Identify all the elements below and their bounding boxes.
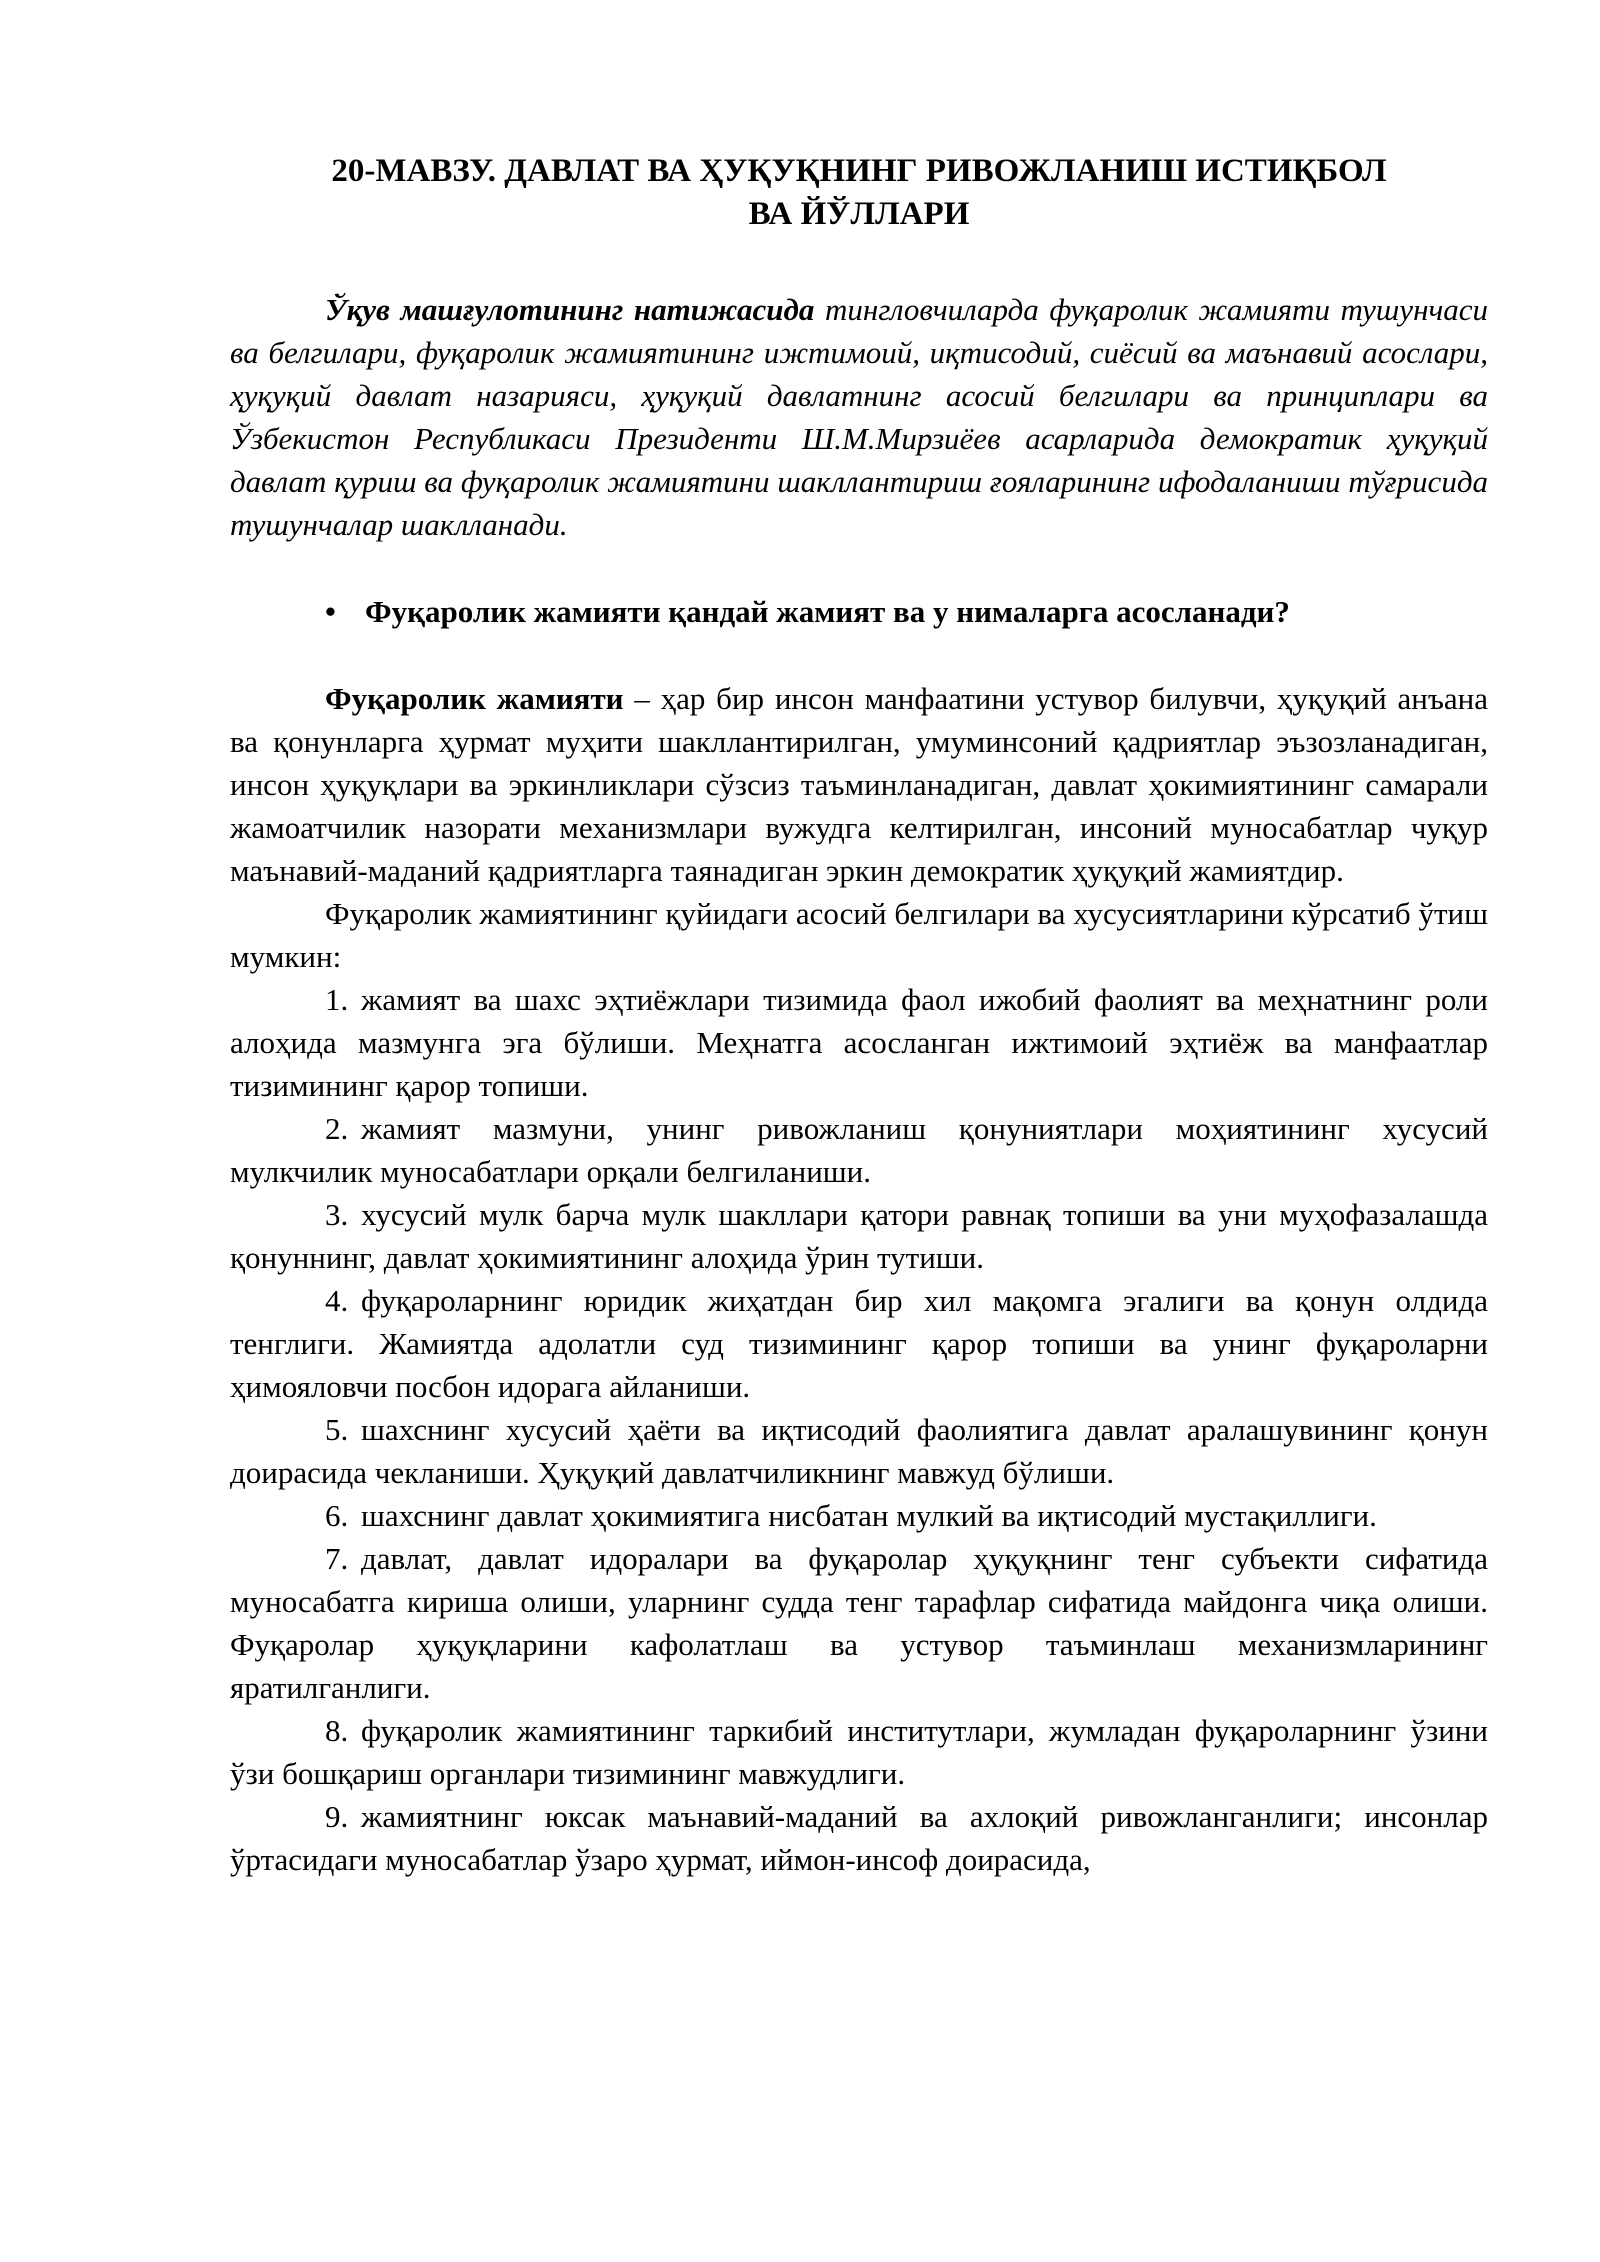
list-item-text: шахснинг давлат ҳокимиятига нисбатан мулкий ва иқтисодий мустақиллиги. bbox=[361, 1498, 1377, 1533]
definition-paragraph bbox=[230, 677, 1488, 892]
question-text: Фуқаролик жамияти қандай жамият ва у нималарга асосланади? bbox=[365, 594, 1290, 629]
list-item bbox=[230, 1537, 1488, 1709]
list-item bbox=[230, 1193, 1488, 1279]
learning-outcome-paragraph bbox=[230, 288, 1488, 546]
list-item-number: 6. bbox=[325, 1498, 349, 1533]
list-item-text: фуқароларнинг юридик жиҳатдан бир хил мақомга эгалиги ва қонун олдида тенглиги. Жамиятда адолатли суд тизимининг қарор топиши ва унинг фуқароларни ҳимояловчи посбон идорага айланиши. bbox=[230, 1283, 1488, 1404]
list-item-text: жамият мазмуни, унинг ривожланиш қонуниятлари моҳиятининг хусусий мулкчилик муносабатлари орқали белгиланиши. bbox=[230, 1111, 1488, 1189]
document-body bbox=[230, 150, 1488, 1881]
features-intro: Фуқаролик жамиятининг қуйидаги асосий белгилари ва хусусиятларини кўрсатиб ўтиш мумкин: bbox=[230, 896, 1488, 974]
list-item-number: 8. bbox=[325, 1713, 349, 1748]
list-item-text: шахснинг хусусий ҳаёти ва иқтисодий фаолиятига давлат аралашувининг қонун доирасида чекланиши. Ҳуқуқий давлатчиликнинг мавжуд бўлиши. bbox=[230, 1412, 1488, 1490]
page-title bbox=[230, 150, 1488, 236]
list-item-text: хусусий мулк барча мулк шакллари қатори равнақ топиши ва уни муҳофазалашда қонуннинг, давлат ҳокимиятининг алоҳида ўрин тутиши. bbox=[230, 1197, 1488, 1275]
list-item-number: 5. bbox=[325, 1412, 349, 1447]
title-line-1: 20-МАВЗУ. ДАВЛАТ ВА ҲУҚУҚНИНГ РИВОЖЛАНИШ ИСТИҚБОЛ bbox=[331, 153, 1387, 189]
features-list bbox=[230, 978, 1488, 1881]
list-item bbox=[230, 1107, 1488, 1193]
learning-outcome-text: тингловчиларда фуқаролик жамияти тушунчаси ва белгилари, фуқаролик жамиятининг ижтимоий, иқтисодий, сиёсий ва маънавий асослари, ҳуқуқий давлат назарияси, ҳуқуқий давлатнинг асосий белгилари ва принциплари ва Ўзбекистон Республикаси Президенти Ш.М.Мирзиёев асарларида демократик ҳуқуқий давлат қуриш ва фуқаролик жамиятини шакллантириш ғояларининг ифодаланиши тўғрисида тушунчалар шаклланади. bbox=[230, 292, 1488, 542]
title-line-2: ВА ЙЎЛЛАРИ bbox=[748, 196, 970, 232]
definition-text: – ҳар бир инсон манфаатини устувор билувчи, ҳуқуқий анъана ва қонунларга ҳурмат муҳити шакллантирилган, умуминсоний қадриятлар эъзозланадиган, инсон ҳуқуқлари ва эркинликлари сўзсиз таъминланадиган, давлат ҳокимиятининг самарали жамоатчилик назорати механизмлари вужудга келтирилган, инсоний муносабатлар чуқур маънавий-маданий қадриятларга таянадиган эркин демократик ҳуқуқий жамиятдир. bbox=[230, 681, 1489, 888]
learning-outcome-lead: Ўқув машғулотининг натижасида bbox=[325, 292, 815, 327]
list-item-number: 4. bbox=[325, 1283, 349, 1318]
list-item bbox=[230, 1279, 1488, 1408]
list-item-number: 2. bbox=[325, 1111, 349, 1146]
list-item-text: давлат, давлат идоралари ва фуқаролар ҳуқуқнинг тенг субъекти сифатида муносабатга кириша олиши, уларнинг судда тенг тарафлар сифатида майдонга чиқа олиши. Фуқаролар ҳуқуқларини кафолатлаш ва устувор таъминлаш механизмларининг яратилганлиги. bbox=[230, 1541, 1488, 1705]
list-item bbox=[230, 1795, 1488, 1881]
list-item bbox=[230, 1494, 1488, 1537]
list-item-number: 1. bbox=[325, 982, 349, 1017]
list-item-text: фуқаролик жамиятининг таркибий институтлари, жумладан фуқароларнинг ўзини ўзи бошқариш органлари тизимининг мавжудлиги. bbox=[230, 1713, 1488, 1791]
list-item bbox=[230, 978, 1488, 1107]
bullet-icon: • bbox=[325, 594, 336, 629]
list-item bbox=[230, 1408, 1488, 1494]
list-item bbox=[230, 1709, 1488, 1795]
list-item-number: 7. bbox=[325, 1541, 349, 1576]
definition-term: Фуқаролик жамияти bbox=[325, 681, 624, 716]
list-item-number: 3. bbox=[325, 1197, 349, 1232]
question-bullet bbox=[230, 590, 1488, 633]
list-item-number: 9. bbox=[325, 1799, 349, 1834]
list-item-text: жамият ва шахс эҳтиёжлари тизимида фаол ижобий фаолият ва меҳнатнинг роли алоҳида мазмунга эга бўлиши. Меҳнатга асосланган ижтимоий эҳтиёж ва манфаатлар тизимининг қарор топиши. bbox=[230, 982, 1488, 1103]
list-item-text: жамиятнинг юксак маънавий-маданий ва ахлоқий ривожланганлиги; инсонлар ўртасидаги муносабатлар ўзаро ҳурмат, иймон-инсоф доирасида, bbox=[230, 1799, 1488, 1877]
